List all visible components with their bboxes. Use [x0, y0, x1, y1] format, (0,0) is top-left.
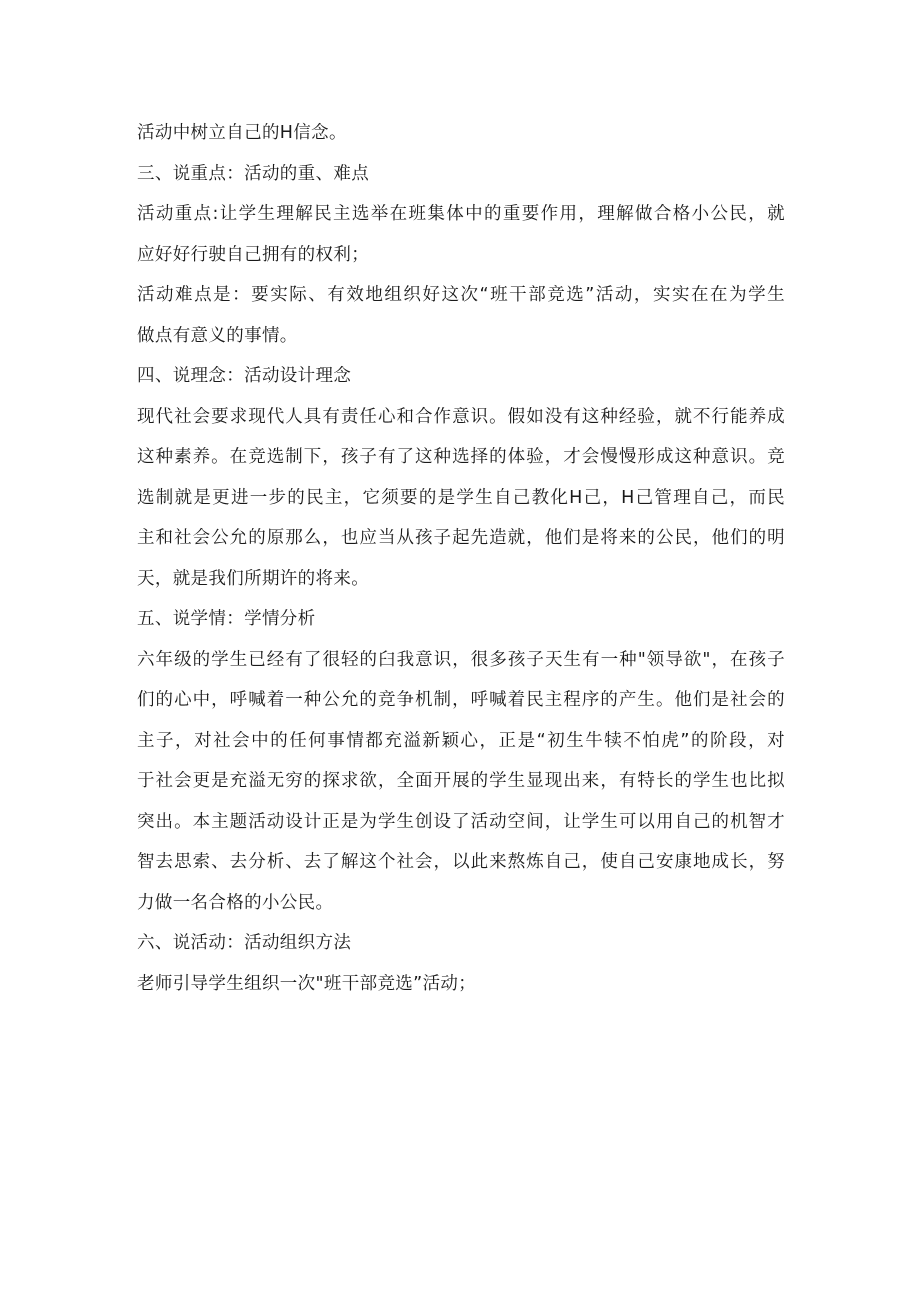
text-line: 们的心中，呼喊着一种公允的竞争机制，呼喊着民主程序的产生。他们是社会的: [137, 690, 785, 710]
text-line: 应好好行驶自己拥有的权利；: [137, 244, 370, 265]
section-heading: 六、说活动：活动组织方法: [137, 933, 352, 953]
text-line: 老师引导学生组织一次"班干部竞选”活动；: [137, 973, 477, 994]
text-line: 主和社会公允的原那么，也应当从孩子起先造就，他们是将来的公民，他们的明: [137, 528, 785, 548]
text-line: 活动重点:让学生理解民主选举在班集体中的重要作用，理解做合格小公民，就: [137, 204, 785, 224]
text-line: 力做一名合格的小公民。: [137, 892, 334, 913]
text-line: 现代社会要求现代人具有责任心和合作意识。假如没有这种经验，就不行能养成: [137, 406, 785, 427]
text-line: 活动难点是：要实际、有效地组织好这次“班干部竞选”活动，实实在在为学生: [137, 285, 785, 305]
text-line: 突出。本主题活动设计正是为学生创设了活动空间，让学生可以用自己的机智才: [137, 811, 785, 832]
text-line: 活动中树立自己的H信念。: [137, 123, 347, 143]
section-heading: 五、说学情：学情分析: [137, 609, 316, 629]
text-line: 选制就是更进一步的民主，它须要的是学生自己教化H己，H己管理自己，而民: [137, 487, 785, 508]
text-line: 这种素养。在竞选制下，孩子有了这种选择的体验，才会慢慢形成这种意识。竞: [137, 447, 785, 467]
text-line: 六年级的学生已经有了很轻的臼我意识，很多孩子天生有一种"领导欲"，在孩子: [137, 649, 785, 670]
text-line: 天，就是我们所期许的将来。: [137, 568, 370, 589]
section-heading: 三、说重点：活动的重、难点: [137, 163, 370, 184]
text-line: 做点有意义的事情。: [137, 325, 298, 346]
text-line: 于社会更是充溢无穷的探求欲，全面开展的学生显现出来，有特长的学生也比拟: [137, 771, 785, 791]
text-line: 主子，对社会中的任何事情都充溢新颖心，正是“初生牛犊不怕虎”的阶段，对: [137, 730, 785, 751]
text-line: 智去思索、去分析、去了解这个社会，以此来熬炼自己，使自己安康地成长，努: [137, 852, 785, 872]
section-heading: 四、说理念：活动设计理念: [137, 366, 352, 386]
document-body: [137, 113, 785, 1004]
